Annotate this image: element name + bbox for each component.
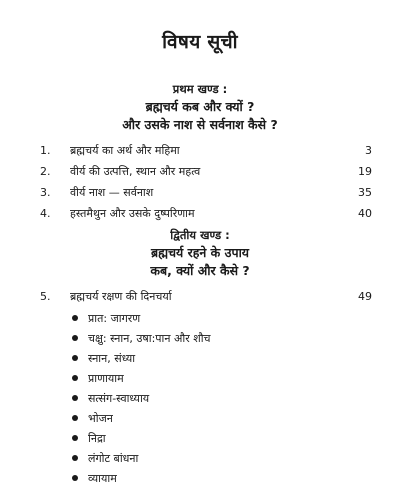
bullet-icon — [72, 355, 78, 361]
toc-entry[interactable] — [40, 205, 372, 223]
list-item-label: प्रात: जागरण — [88, 312, 141, 325]
list-item — [72, 470, 117, 488]
list-item — [72, 390, 149, 408]
part1-subheading-1: ब्रह्मचर्य कब और क्यों ? — [145, 99, 255, 114]
bullet-icon — [72, 335, 78, 341]
entry-title: हस्तमैथुन और उसके दुष्परिणाम — [70, 207, 195, 220]
list-item-label: निद्रा — [88, 432, 106, 445]
part2-heading: द्वितीय खण्ड : — [170, 228, 230, 242]
toc-entry[interactable] — [40, 163, 372, 181]
part1-subheading-2: और उसके नाश से सर्वनाश कैसे ? — [122, 117, 278, 132]
list-item — [72, 350, 135, 368]
bullet-icon — [72, 415, 78, 421]
entry-number: 5. — [40, 290, 51, 303]
part1-heading: प्रथम खण्ड : — [172, 82, 228, 96]
entry-number: 4. — [40, 207, 51, 220]
part2-subheading-1: ब्रह्मचर्य रहने के उपाय — [150, 245, 250, 260]
entry-page: 49 — [358, 290, 372, 303]
section-heading-part2 — [0, 226, 400, 280]
list-item-label: व्यायाम — [88, 472, 117, 485]
bullet-icon — [72, 395, 78, 401]
bullet-icon — [72, 375, 78, 381]
bullet-icon — [72, 435, 78, 441]
list-item-label: भोजन — [88, 412, 113, 425]
list-item — [72, 450, 138, 468]
page-title: विषय सूची — [162, 31, 238, 53]
list-item-label: लंगोट बांधना — [88, 452, 139, 465]
list-item-label: चक्षु: स्नान, उषा:पान और शौच — [88, 332, 211, 345]
bullet-icon — [72, 455, 78, 461]
list-item-label: स्नान, संध्या — [88, 352, 136, 365]
list-item-label: प्राणायाम — [88, 372, 124, 385]
entry-page: 19 — [358, 165, 372, 178]
entry-page: 3 — [365, 144, 372, 157]
entry-number: 2. — [40, 165, 51, 178]
bullet-icon — [72, 475, 78, 481]
list-item — [72, 370, 124, 388]
section-heading-part1 — [0, 80, 400, 134]
bullet-icon — [72, 315, 78, 321]
entry-page: 40 — [358, 207, 372, 220]
entry-title: वीर्य नाश — सर्वनाश — [70, 186, 154, 199]
list-item — [72, 430, 106, 448]
entry-number: 3. — [40, 186, 51, 199]
entry-number: 1. — [40, 144, 51, 157]
entry-page: 35 — [358, 186, 372, 199]
list-item — [72, 310, 140, 328]
entry-title: वीर्य की उत्पत्ति, स्थान और महत्व — [70, 165, 201, 178]
toc-entry[interactable] — [40, 288, 372, 306]
part2-subheading-2: कब, क्यों और कैसे ? — [150, 263, 250, 278]
list-item-label: सत्संग-स्वाध्याय — [88, 392, 150, 405]
list-item — [72, 330, 211, 348]
list-item — [72, 410, 113, 428]
entry-title: ब्रह्मचर्य रक्षण की दिनचर्या — [70, 290, 172, 303]
toc-entry[interactable] — [40, 142, 372, 160]
entry-title: ब्रह्मचर्य का अर्थ और महिमा — [70, 144, 180, 157]
toc-entry[interactable] — [40, 184, 372, 202]
